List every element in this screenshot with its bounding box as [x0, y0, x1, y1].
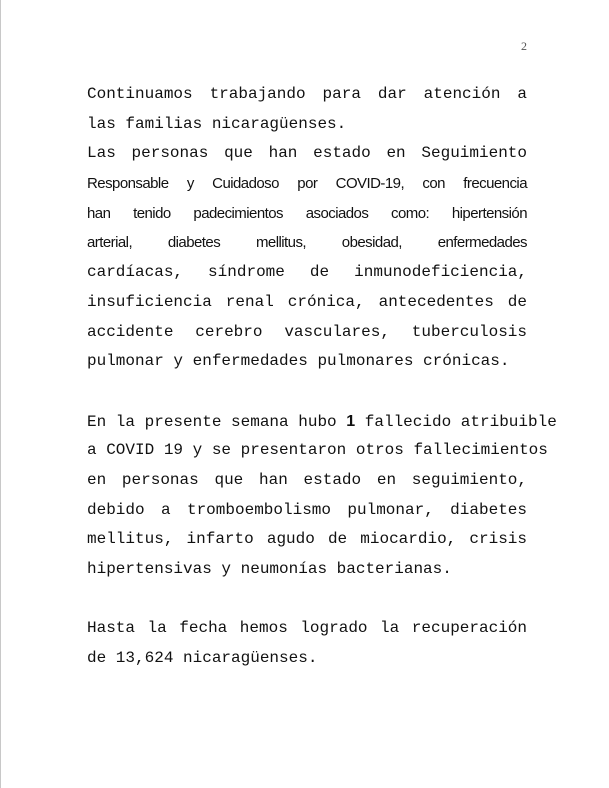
text-line: en personas que han estado en seguimiento,: [87, 470, 527, 489]
text-line: cardíacas, síndrome de inmunodeficiencia,: [87, 263, 527, 282]
text-line: las familias nicaragüenses.: [87, 114, 347, 133]
text-line: de 13,624 nicaragüenses.: [87, 649, 318, 668]
page-number: 2: [521, 39, 527, 53]
text-line: Hasta la fecha hemos logrado la recuperación: [87, 619, 527, 638]
text-line: Las personas que han estado en Seguimiento: [87, 144, 527, 163]
text-line: insuficiencia renal crónica, antecedentes de: [87, 292, 527, 311]
text-line: Continuamos trabajando para dar atención a: [87, 85, 527, 103]
text-fragment: fallecido atribuible: [364, 412, 557, 431]
paragraph-deaths: [87, 407, 557, 585]
text-line-deaths-count: [87, 407, 557, 437]
text-line: Responsable y Cuidadoso por COVID-19, con frecuencia: [87, 175, 527, 193]
deaths-count: 1: [346, 412, 356, 430]
text-line: hipertensivas y neumonías bacterianas.: [87, 560, 452, 578]
text-line: han tenido padecimientos asociados como: hipertensión: [87, 204, 527, 222]
text-line: accidente cerebro vasculares, tuberculosis: [87, 322, 527, 341]
document-body: [87, 80, 557, 674]
paragraph-intro: [87, 80, 527, 139]
paragraph-conditions: [87, 139, 527, 377]
paragraph-recovery: [87, 614, 527, 673]
text-line: a COVID 19 y se presentaron otros fallecimientos: [87, 441, 548, 460]
paragraph-spacer: [87, 377, 527, 407]
text-line: pulmonar y enfermedades pulmonares crónicas.: [87, 352, 510, 371]
text-line: mellitus, infarto agudo de miocardio, crisis: [87, 530, 527, 549]
text-line: arterial, diabetes mellitus, obesidad, enfermedades: [87, 234, 527, 252]
text-line: debido a tromboembolismo pulmonar, diabetes: [87, 500, 527, 519]
paragraph-spacer: [87, 585, 527, 615]
text-fragment: En la presente semana hubo: [87, 412, 337, 431]
